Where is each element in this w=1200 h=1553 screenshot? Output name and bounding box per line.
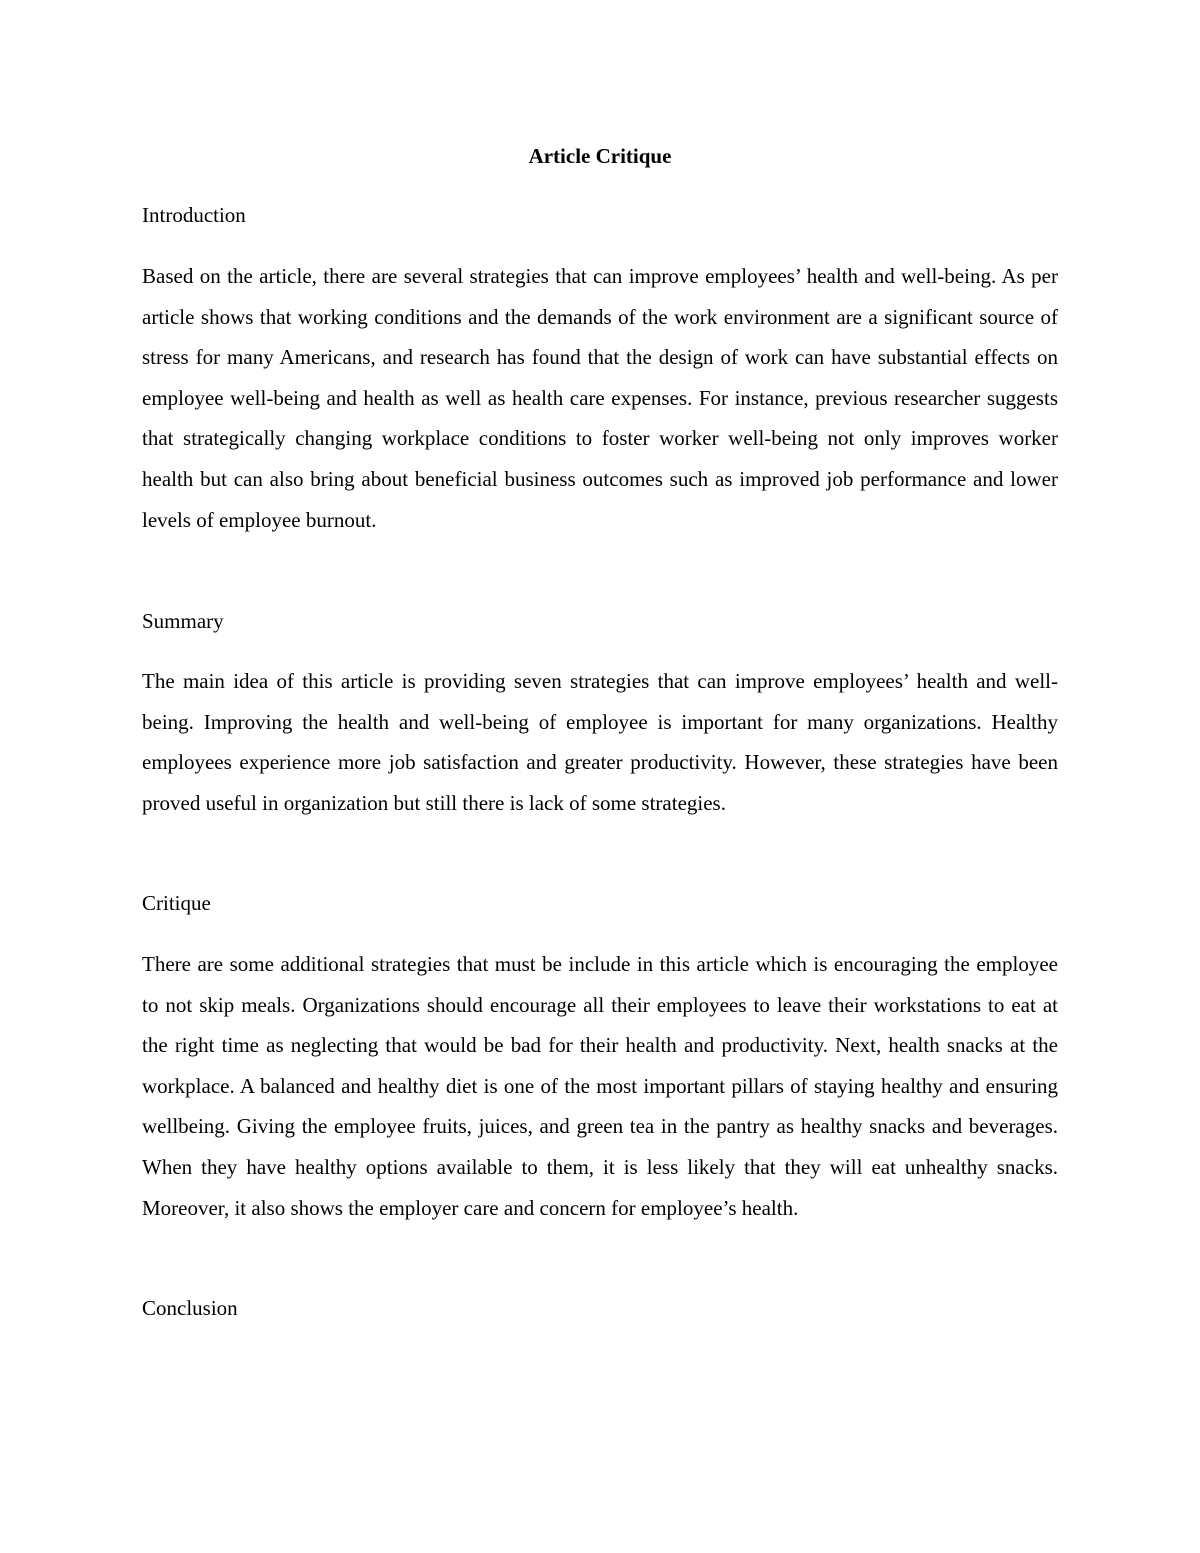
section-body-summary: The main idea of this article is providing seven strategies that can improve employees’ health and well-being. Improving the health and well-being of employee is important for many organizations. Healthy employees experience more job satisfaction and greater productivity. However, these strategies have been proved useful in organization but still there is lack of some strategies. xyxy=(142,669,1058,815)
section-heading-summary: Summary xyxy=(142,609,224,633)
section-body-critique: There are some additional strategies that must be include in this article which is encouraging the employee to not skip meals. Organizations should encourage all their employees to leave their workstations to eat at the right time as neglecting that would be bad for their health and productivity. Next, health snacks at the workplace. A balanced and healthy diet is one of the most important pillars of staying healthy and ensuring wellbeing. Giving the employee fruits, juices, and green tea in the pantry as healthy snacks and beverages. When they have healthy options available to them, it is less likely that they will eat unhealthy snacks. Moreover, it also shows the employer care and concern for employee’s health. xyxy=(142,952,1058,1220)
section-heading-critique: Critique xyxy=(142,891,211,915)
section-heading-introduction: Introduction xyxy=(142,203,246,227)
section-heading-conclusion: Conclusion xyxy=(142,1296,238,1320)
document-title: Article Critique xyxy=(528,144,672,168)
section-body-introduction: Based on the article, there are several strategies that can improve employees’ health and well-being. As per article shows that working conditions and the demands of the work environment are a significant source of stress for many Americans, and research has found that the design of work can have substantial effects on employee well-being and health as well as health care expenses. For instance, previous researcher suggests that strategically changing workplace conditions to foster worker well-being not only improves worker health but can also bring about beneficial business outcomes such as improved job performance and lower levels of employee burnout. xyxy=(142,264,1058,532)
